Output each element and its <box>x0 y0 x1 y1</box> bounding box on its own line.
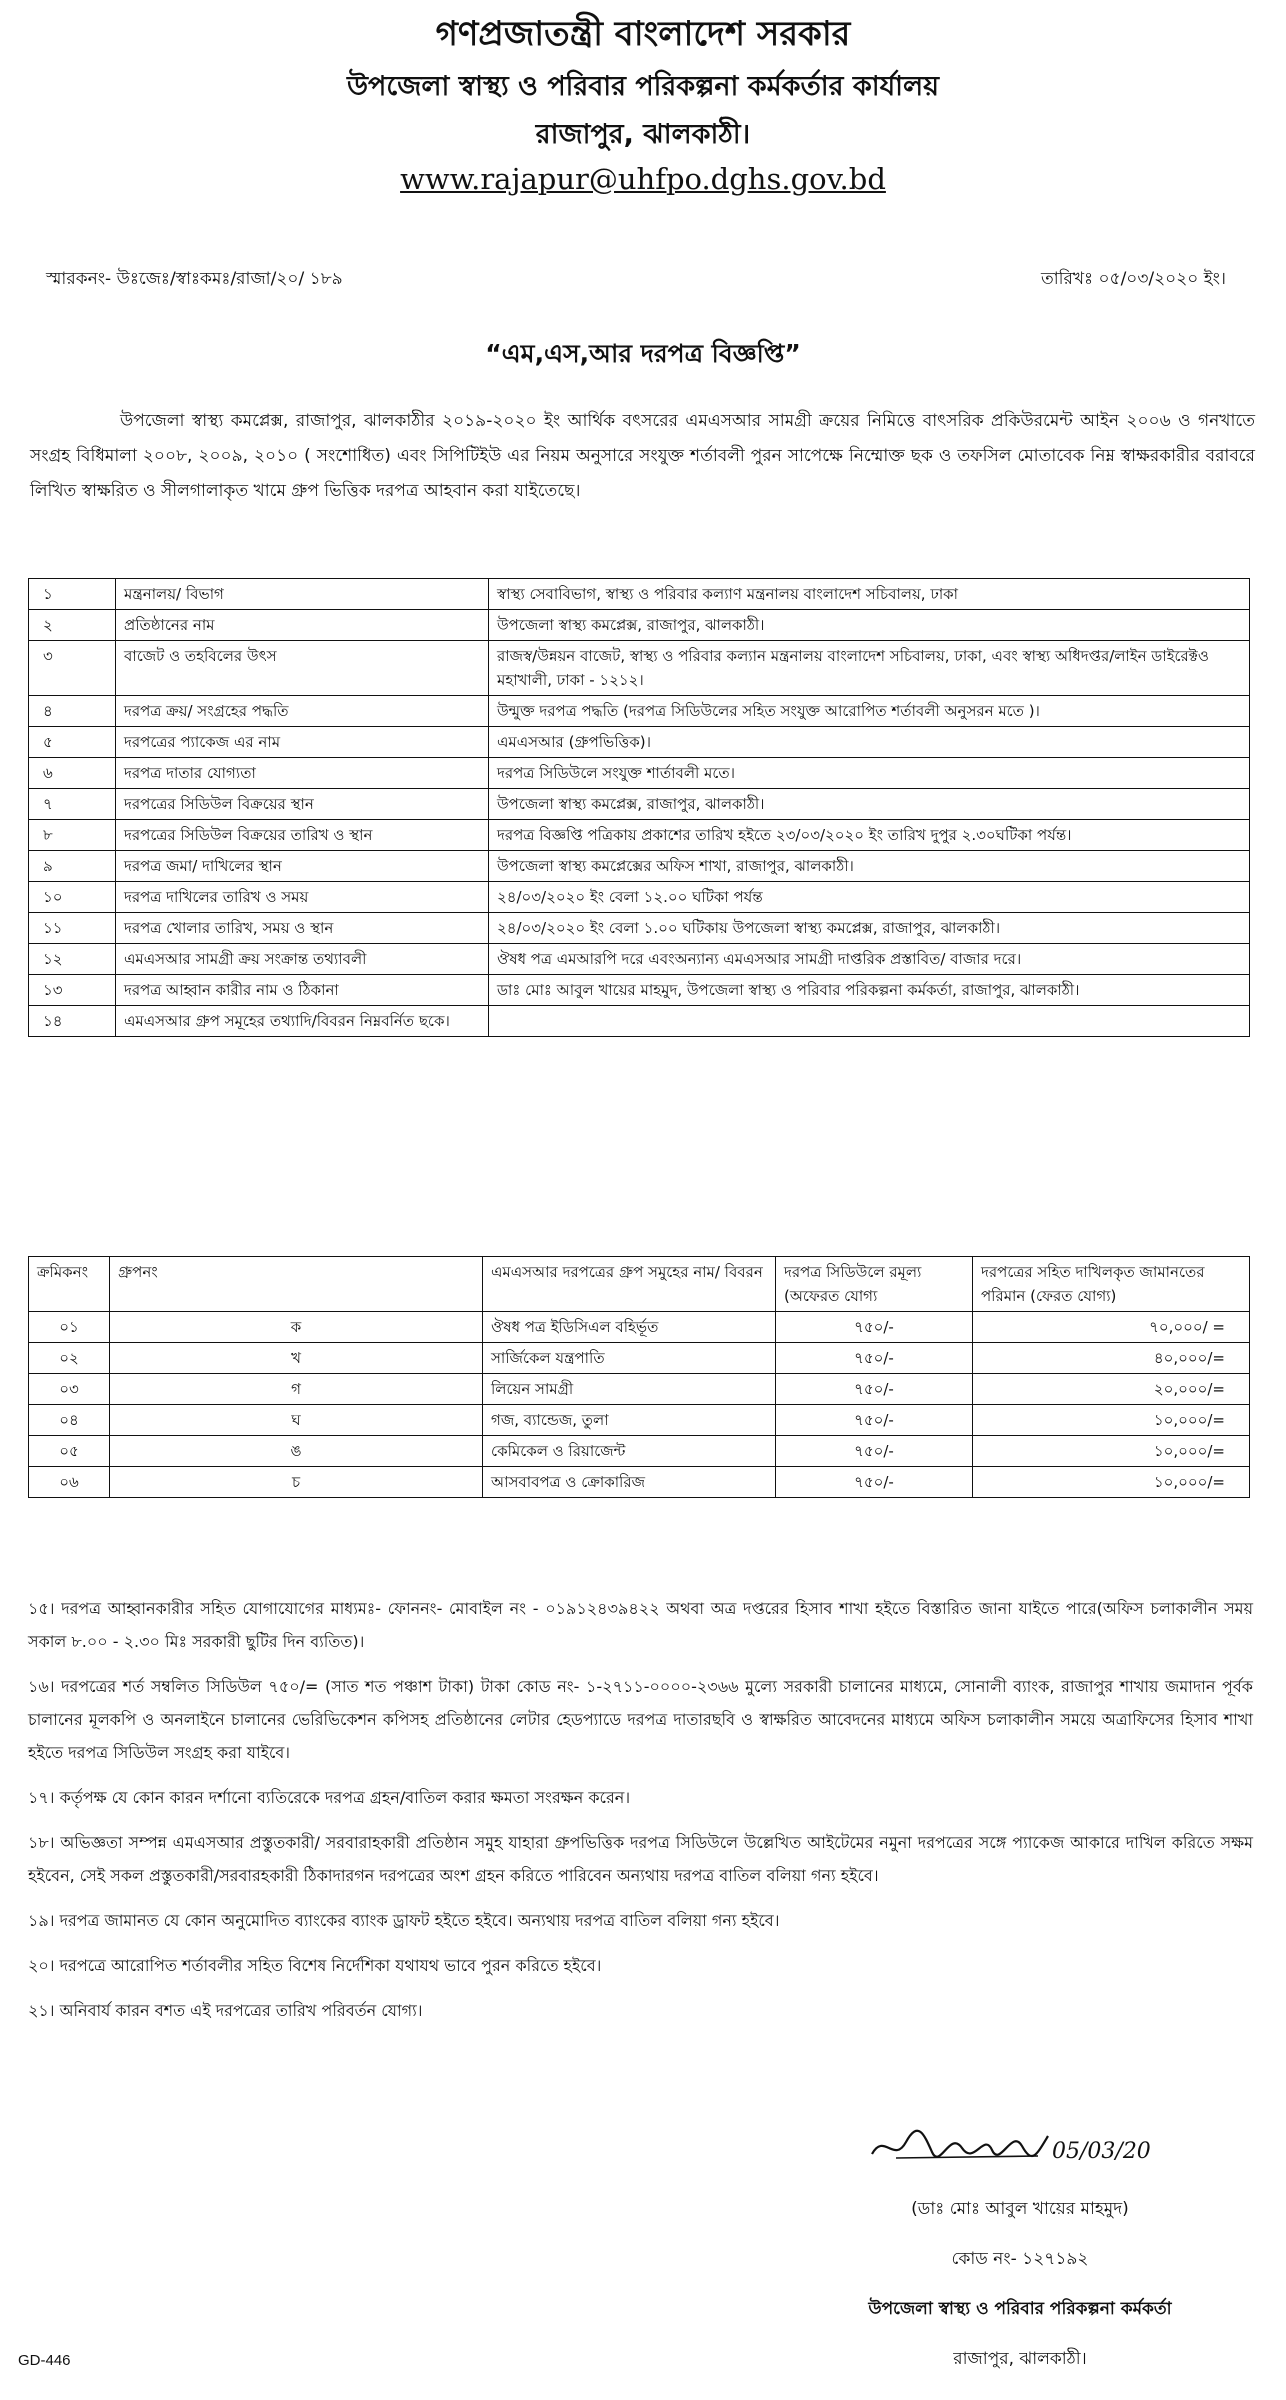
group-price: ৭৫০/- <box>776 1405 973 1436</box>
info-label: এমএসআর সামগ্রী ক্রয় সংক্রান্ত তথ্যাবলী <box>116 944 489 975</box>
group-name: গজ, ব্যান্ডেজ, তুলা <box>483 1405 776 1436</box>
info-value: উপজেলা স্বাস্থ্য কমপ্লেক্সের অফিস শাখা, রাজাপুর, ঝালকাঠী। <box>489 851 1250 882</box>
group-name: সার্জিকেল যন্ত্রপাতি <box>483 1343 776 1374</box>
group-serial: ০১ <box>29 1312 110 1343</box>
info-value: ডাঃ মোঃ আবুল খায়ের মাহমুদ, উপজেলা স্বাস্থ্য ও পরিবার পরিকল্পনা কর্মকর্তা, রাজাপুর, ঝালকাঠী। <box>489 975 1250 1006</box>
col-header-serial: ক্রমিকনং <box>29 1257 110 1312</box>
info-value: দরপত্র বিজ্ঞপ্তি পত্রিকায় প্রকাশের তারিখ হইতে ২৩/০৩/২০২০ ইং তারিখ দুপুর ২.৩০ঘটিকা পর্যন্ত। <box>489 820 1250 851</box>
signature-date: 05/03/20 <box>1052 2139 1151 2164</box>
info-serial: ৯ <box>29 851 116 882</box>
info-label: দরপত্র খোলার তারিখ, সময় ও স্থান <box>116 913 489 944</box>
info-row <box>29 820 1250 851</box>
group-letter: ঘ <box>110 1405 483 1436</box>
info-value: স্বাস্থ্য সেবাবিভাগ, স্বাস্থ্য ও পরিবার কল্যাণ মন্ত্রনালয় বাংলাদেশ সচিবালয়, ঢাকা <box>489 579 1250 610</box>
header-office: উপজেলা স্বাস্থ্য ও পরিবার পরিকল্পনা কর্মকর্তার কার্যালয় <box>346 71 939 102</box>
group-serial: ০৫ <box>29 1436 110 1467</box>
info-value: ২৪/০৩/২০২০ ইং বেলা ১২.০০ ঘটিকা পর্যন্ত <box>489 882 1250 913</box>
group-name: ঔষধ পত্র ইডিসিএল বহির্ভূত <box>483 1312 776 1343</box>
group-price: ৭৫০/- <box>776 1343 973 1374</box>
group-letter: ঙ <box>110 1436 483 1467</box>
group-serial: ০২ <box>29 1343 110 1374</box>
col-header-price: দরপত্র সিডিউলে রমূল্য (অফেরত যোগ্য <box>776 1257 973 1312</box>
header-email: www.rajapur@uhfpo.dghs.gov.bd <box>400 162 886 196</box>
group-name: আসবাবপত্র ও ক্রোকারিজ <box>483 1467 776 1498</box>
info-label: এমএসআর গ্রুপ সমূহের তথ্যাদি/বিবরন নিম্নবর্নিত ছকে। <box>116 1006 489 1037</box>
signatory-place: রাজাপুর, ঝালকাঠী। <box>953 2349 1087 2369</box>
info-row <box>29 975 1250 1006</box>
info-serial: ১ <box>29 579 116 610</box>
info-value: উন্মুক্ত দরপত্র পদ্ধতি (দরপত্র সিডিউলের সহিত সংযুক্ত আরোপিত শর্তাবলী অনুসরন মতে )। <box>489 696 1250 727</box>
info-serial: ২ <box>29 610 116 641</box>
group-name: লিয়েন সামগ্রী <box>483 1374 776 1405</box>
info-value: এমএসআর (গ্রুপভিত্তিক)। <box>489 727 1250 758</box>
notice-title: “এম,এস,আর দরপত্র বিজ্ঞপ্তি” <box>485 339 801 368</box>
group-row <box>29 1405 1250 1436</box>
info-label: দরপত্রের প্যাকেজ এর নাম <box>116 727 489 758</box>
group-table <box>28 1256 1250 1498</box>
group-letter: খ <box>110 1343 483 1374</box>
info-row <box>29 610 1250 641</box>
signatory-name: (ডাঃ মোঃ আবুল খায়ের মাহমুদ) <box>911 2199 1129 2219</box>
group-serial: ০৩ <box>29 1374 110 1405</box>
note-item: ১৫। দরপত্র আহ্বানকারীর সহিত যোগাযোগের মাধ্যমঃ- ফোননং- মোবাইল নং - ০১৯১২৪৩৯৪২২ অথবা অত্র দপ্তরের হিসাব শাখা হইতে বিস্তারিত জানা যাইতে পারে(অফিস চলাকালীন সময় সকাল ৮.০০ - ২.৩০ মিঃ সরকারী ছুটির দিন ব্যতিত)। <box>28 1599 1253 1651</box>
info-serial: ৪ <box>29 696 116 727</box>
note-item: ১৯। দরপত্র জামানত যে কোন অনুমোদিত ব্যাংকের ব্যাংক ড্রাফট হইতে হইবে। অন্যথায় দরপত্র বাতিল বলিয়া গন্য হইবে। <box>28 1911 780 1930</box>
info-label: দরপত্র দাখিলের তারিখ ও সময় <box>116 882 489 913</box>
group-row <box>29 1374 1250 1405</box>
info-row <box>29 882 1250 913</box>
col-header-name: এমএসআর দরপত্রের গ্রুপ সমুহের নাম/ বিবরন <box>483 1257 776 1312</box>
group-price: ৭৫০/- <box>776 1374 973 1405</box>
info-row <box>29 1006 1250 1037</box>
info-serial: ৫ <box>29 727 116 758</box>
group-serial: ০৬ <box>29 1467 110 1498</box>
info-label: দরপত্র ক্রয়/ সংগ্রহের পদ্ধতি <box>116 696 489 727</box>
info-label: দরপত্রের সিডিউল বিক্রয়ের স্থান <box>116 789 489 820</box>
info-row <box>29 641 1250 696</box>
notes-section <box>28 1592 1253 2039</box>
info-row <box>29 579 1250 610</box>
memo-date: তারিখঃ ০৫/০৩/২০২০ ইং। <box>1040 269 1226 289</box>
info-row <box>29 727 1250 758</box>
note-item: ১৭। কর্তৃপক্ষ যে কোন কারন দর্শানো ব্যতিরেকে দরপত্র গ্রহন/বাতিল করার ক্ষমতা সংরক্ষন করেন। <box>28 1788 631 1807</box>
info-row <box>29 851 1250 882</box>
info-serial: ১২ <box>29 944 116 975</box>
info-row <box>29 944 1250 975</box>
note-item: ২১। অনিবার্য কারন বশত এই দরপত্রের তারিখ পরিবর্তন যোগ্য। <box>28 2001 423 2020</box>
info-value <box>489 1006 1250 1037</box>
group-row <box>29 1343 1250 1374</box>
info-serial: ৮ <box>29 820 116 851</box>
info-serial: ৬ <box>29 758 116 789</box>
intro-paragraph: উপজেলা স্বাস্থ্য কমপ্লেক্স, রাজাপুর, ঝালকাঠীর ২০১৯-২০২০ ইং আর্থিক বৎসরের এমএসআর সামগ্রী ক্রয়ের নিমিত্তে বাৎসরিক প্রকিউরমেন্ট আইন ২০০৬ ও গনখাতে সংগ্রহ বিধিমালা ২০০৮, ২০০৯, ২০১০ ( সংশোধিত) এবং সিপিটিইউ এর নিয়ম অনুসারে সংযুক্ত শর্তাবলী পুরন সাপেক্ষে নিম্মোক্ত ছক ও তফসিল মোতাবেক নিম্ন স্বাক্ষরকারীর বরাবরে লিখিত স্বাক্ষরিত ও সীলগালাকৃত খামে গ্রুপ ভিত্তিক দরপত্র আহবান করা যাইতেছে। <box>30 411 1255 501</box>
note-item: ২০। দরপত্রে আরোপিত শর্তাবলীর সহিত বিশেষ নির্দেশিকা যথাযথ ভাবে পুরন করিতে হইবে। <box>28 1956 602 1975</box>
info-row <box>29 913 1250 944</box>
signature-scribble <box>866 2112 1151 2182</box>
group-deposit: ১০,০০০/= <box>973 1436 1250 1467</box>
signatory-designation: উপজেলা স্বাস্থ্য ও পরিবার পরিকল্পনা কর্মকর্তা <box>868 2299 1172 2319</box>
info-value: উপজেলা স্বাস্থ্য কমপ্লেক্স, রাজাপুর, ঝালকাঠী। <box>489 610 1250 641</box>
info-row <box>29 758 1250 789</box>
info-label: দরপত্র জমা/ দাখিলের স্থান <box>116 851 489 882</box>
header-location: রাজাপুর, ঝালকাঠী। <box>535 119 751 150</box>
info-serial: ১১ <box>29 913 116 944</box>
group-row <box>29 1467 1250 1498</box>
info-serial: ১৪ <box>29 1006 116 1037</box>
group-name: কেমিকেল ও রিয়াজেন্ট <box>483 1436 776 1467</box>
info-value: উপজেলা স্বাস্থ্য কমপ্লেক্স, রাজাপুর, ঝালকাঠী। <box>489 789 1250 820</box>
info-row <box>29 696 1250 727</box>
info-value: ২৪/০৩/২০২০ ইং বেলা ১.০০ ঘটিকায় উপজেলা স্বাস্থ্য কমপ্লেক্স, রাজাপুর, ঝালকাঠী। <box>489 913 1250 944</box>
group-deposit: ৭০,০০০/ = <box>973 1312 1250 1343</box>
group-deposit: ১০,০০০/= <box>973 1467 1250 1498</box>
group-letter: গ <box>110 1374 483 1405</box>
group-table-header <box>29 1257 1250 1312</box>
group-deposit: ২০,০০০/= <box>973 1374 1250 1405</box>
group-row <box>29 1436 1250 1467</box>
group-price: ৭৫০/- <box>776 1436 973 1467</box>
info-serial: ১০ <box>29 882 116 913</box>
info-label: মন্ত্রনালয়/ বিভাগ <box>116 579 489 610</box>
signatory-code: কোড নং- ১২৭১৯২ <box>951 2249 1089 2269</box>
info-label: দরপত্র আহ্বান কারীর নাম ও ঠিকানা <box>116 975 489 1006</box>
group-price: ৭৫০/- <box>776 1467 973 1498</box>
note-item: ১৮। অভিজ্ঞতা সম্পন্ন এমএসআর প্রস্তুতকারী/ সরবারাহকারী প্রতিষ্ঠান সমুহ যাহারা গ্রুপভিত্তিক দরপত্র সিডিউলে উল্লেখিত আইটেমের নমুনা দরপত্রের সঙ্গে প্যাকেজ আকারে দাখিল করিতে সক্ষম হইবেন, সেই সকল প্রস্তুতকারী/সরবারহকারী ঠিকাদারগন দরপত্রের অংশ গ্রহন করিতে পারিবেন অন্যথায় দরপত্র বাতিল বলিয়া গন্য হইবে। <box>28 1833 1253 1885</box>
info-label: প্রতিষ্ঠানের নাম <box>116 610 489 641</box>
group-price: ৭৫০/- <box>776 1312 973 1343</box>
group-serial: ০৪ <box>29 1405 110 1436</box>
footer-code: GD-446 <box>18 2352 71 2369</box>
info-serial: ১৩ <box>29 975 116 1006</box>
group-deposit: ১০,০০০/= <box>973 1405 1250 1436</box>
group-letter: চ <box>110 1467 483 1498</box>
info-serial: ৩ <box>29 641 116 696</box>
group-row <box>29 1312 1250 1343</box>
group-letter: ক <box>110 1312 483 1343</box>
info-value: ঔষধ পত্র এমআরপি দরে এবংঅন্যান্য এমএসআর সামগ্রী দাপ্তরিক প্রস্তাবিত/ বাজার দরে। <box>489 944 1250 975</box>
col-header-deposit: দরপত্রের সহিত দাখিলকৃত জামানতের পরিমান (ফেরত যোগ্য) <box>973 1257 1250 1312</box>
header-govt: গণপ্রজাতন্ত্রী বাংলাদেশ সরকার <box>435 14 851 54</box>
info-table <box>28 578 1250 1037</box>
info-row <box>29 789 1250 820</box>
info-label: বাজেট ও তহবিলের উৎস <box>116 641 489 696</box>
info-label: দরপত্র দাতার যোগ্যতা <box>116 758 489 789</box>
info-value: দরপত্র সিডিউলে সংযুক্ত শার্তাবলী মতে। <box>489 758 1250 789</box>
info-label: দরপত্রের সিডিউল বিক্রয়ের তারিখ ও স্থান <box>116 820 489 851</box>
group-deposit: ৪০,০০০/= <box>973 1343 1250 1374</box>
memo-number: স্মারকনং- উঃজেঃ/স্বাঃকমঃ/রাজা/২০/ ১৮৯ <box>46 269 343 289</box>
info-value: রাজস্ব/উন্নয়ন বাজেট, স্বাস্থ্য ও পরিবার কল্যান মন্ত্রনালয় বাংলাদেশ সচিবালয়, ঢাকা, এবং স্বাস্থ্য অধিদপ্তর/লাইন ডাইরেক্টও মহাখালী, ঢাকা - ১২১২। <box>489 641 1250 696</box>
info-serial: ৭ <box>29 789 116 820</box>
note-item: ১৬। দরপত্রের শর্ত সম্বলিত সিডিউল ৭৫০/= (সাত শত পঞ্চাশ টাকা) টাকা কোড নং- ১-২৭১১-০০০০-২৩৬৬ মুল্যে সরকারী চালানের মাধ্যমে, সোনালী ব্যাংক, রাজাপুর শাখায় জমাদান পূর্বক চালানের মূলকপি ও অনলাইনে চালানের ভেরিভিকেশন কপিসহ প্রতিষ্ঠানের লেটার হেডপ্যাডে দরপত্র দাতারছবি ও স্বাক্ষরিত আবেদনের মাধ্যমে অফিস চলাকালীন সময়ে অত্রাফিসের হিসাব শাখা হইতে দরপত্র সিডিউল সংগ্রহ করা যাইবে। <box>28 1677 1254 1762</box>
col-header-group: গ্রুপনং <box>110 1257 483 1312</box>
